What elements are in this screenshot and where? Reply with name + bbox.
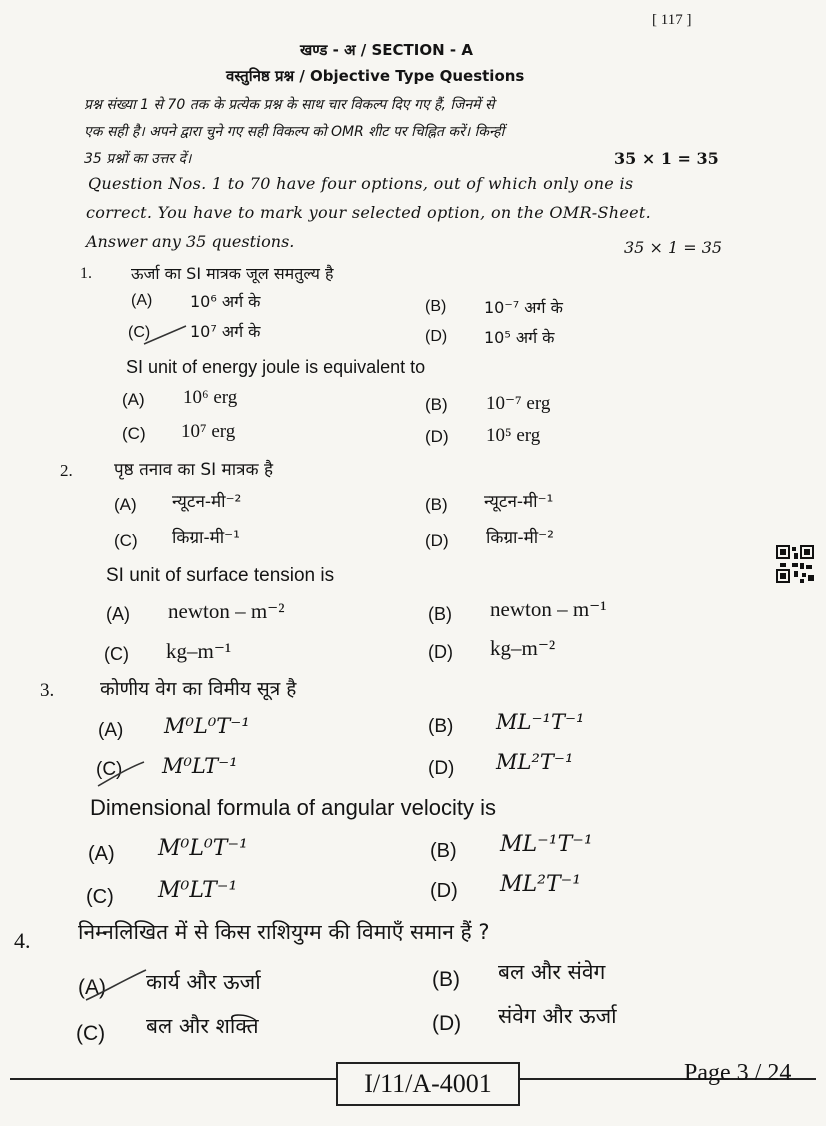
option-text: ML⁻¹T⁻¹ (496, 710, 585, 734)
option-label: (D) (430, 880, 458, 902)
option-label: (B) (428, 716, 454, 737)
option-text: न्यूटन-मी⁻¹ (484, 492, 554, 512)
option-text: ML²T⁻¹ (500, 872, 582, 897)
marks-hi: 35 × 1 = 35 (614, 149, 719, 168)
option-label: (C) (76, 1022, 106, 1045)
option-text: newton – m⁻² (168, 599, 285, 623)
qr-code-icon (776, 545, 814, 583)
option-text: 10⁶ अर्ग के (190, 292, 261, 311)
option-text: M⁰LT⁻¹ (158, 878, 238, 903)
option-label: (D) (425, 531, 449, 550)
option-text: kg–m⁻¹ (166, 639, 232, 663)
option-text: बल और शक्ति (146, 1014, 259, 1038)
option-label: (C) (104, 644, 129, 664)
section-title: खण्ड - अ / SECTION - A (300, 41, 473, 59)
option-text: M⁰LT⁻¹ (162, 754, 238, 778)
paper-code-text: I/11/A-4001 (364, 1069, 492, 1098)
instructions-en-line3: Answer any 35 questions. (86, 232, 295, 251)
option-label: (D) (425, 328, 448, 345)
option-label: (B) (432, 968, 460, 991)
question-text-en: SI unit of surface tension is (106, 565, 335, 586)
option-text: 10⁻⁷ erg (486, 393, 551, 414)
question-number: 2. (60, 461, 73, 480)
option-text: न्यूटन-मी⁻² (172, 492, 242, 512)
option-label: (B) (425, 495, 448, 514)
option-label: (C) (96, 759, 123, 780)
option-text: 10⁵ अर्ग के (484, 328, 555, 347)
option-text: ML⁻¹T⁻¹ (500, 832, 593, 857)
question-text-hi: पृष्ठ तनाव का SI मात्रक है (114, 460, 273, 480)
option-text: newton – m⁻¹ (490, 597, 607, 621)
instructions-hi-line2: एक सही है। अपने द्वारा चुने गए सही विकल्प को OMR शीट पर चिह्नित करें। किन्हीं (84, 124, 505, 140)
instructions-en-line1: Question Nos. 1 to 70 have four options, out of which only one is (88, 174, 634, 193)
instructions-hi-line1: प्रश्न संख्या 1 से 70 तक के प्रत्येक प्रश्न के साथ चार विकल्प दिए गए हैं, जिनमें से (84, 97, 495, 113)
paper-code (336, 1062, 520, 1106)
option-label: (A) (98, 720, 124, 741)
question-text-en: SI unit of energy joule is equivalent to (126, 357, 426, 377)
question-number: 1. (80, 265, 92, 282)
question-text-hi: कोणीय वेग का विमीय सूत्र है (100, 678, 297, 700)
option-label: (C) (122, 424, 146, 443)
option-text: किग्रा-मी⁻¹ (172, 528, 240, 548)
pen-mark-icon (80, 966, 150, 1006)
pen-mark-icon (94, 758, 148, 792)
option-text: 10⁻⁷ अर्ग के (484, 298, 563, 317)
pen-mark-icon (140, 322, 190, 350)
option-label: (B) (428, 604, 452, 624)
option-label: (C) (114, 531, 138, 550)
option-text: बल और संवेग (498, 960, 606, 984)
option-label: (A) (114, 495, 137, 514)
instructions-en-line2: correct. You have to mark your selected option, on the OMR-Sheet. (86, 203, 652, 222)
option-label: (A) (131, 292, 153, 309)
question-number: 4. (14, 928, 31, 953)
option-label: (D) (428, 642, 453, 662)
option-text: 10⁶ erg (183, 387, 238, 408)
option-text: M⁰L⁰T⁻¹ (158, 836, 248, 861)
question-number: 3. (40, 680, 55, 701)
option-label: (A) (78, 976, 106, 999)
option-label: (C) (86, 886, 114, 908)
option-label: (A) (122, 390, 145, 409)
section-subtitle: वस्तुनिष्ठ प्रश्न / Objective Type Questions (226, 67, 525, 85)
question-text-en: Dimensional formula of angular velocity is (90, 795, 496, 820)
option-label: (B) (425, 298, 447, 315)
option-text: 10⁵ erg (486, 425, 541, 446)
option-label: (D) (425, 427, 449, 446)
option-label: (C) (128, 324, 151, 341)
option-label: (B) (425, 395, 448, 414)
instructions-hi-line3: 35 प्रश्नों का उत्तर दें। (84, 151, 192, 167)
option-label: (B) (430, 840, 457, 862)
option-text: 10⁷ अर्ग के (190, 322, 261, 341)
option-text: किग्रा-मी⁻² (486, 528, 554, 548)
option-text: ML²T⁻¹ (496, 750, 574, 774)
option-text: संवेग और ऊर्जा (498, 1004, 617, 1028)
option-label: (A) (88, 843, 115, 865)
marks-en: 35 × 1 = 35 (624, 238, 723, 257)
option-text: 10⁷ erg (181, 421, 236, 442)
question-text-hi: निम्नलिखित में से किस राशियुग्म की विमाएँ समान हैं ? (78, 920, 490, 944)
option-text: कार्य और ऊर्जा (146, 970, 261, 994)
page-indicator: Page 3 / 24 (684, 1060, 792, 1086)
option-label: (D) (432, 1012, 462, 1035)
option-text: M⁰L⁰T⁻¹ (164, 714, 250, 738)
option-label: (D) (428, 758, 455, 779)
option-label: (A) (106, 604, 130, 624)
page-number-top: [ 117 ] (652, 12, 692, 28)
question-text-hi: ऊर्जा का SI मात्रक जूल समतुल्य है (131, 264, 334, 283)
option-text: kg–m⁻² (490, 636, 556, 660)
